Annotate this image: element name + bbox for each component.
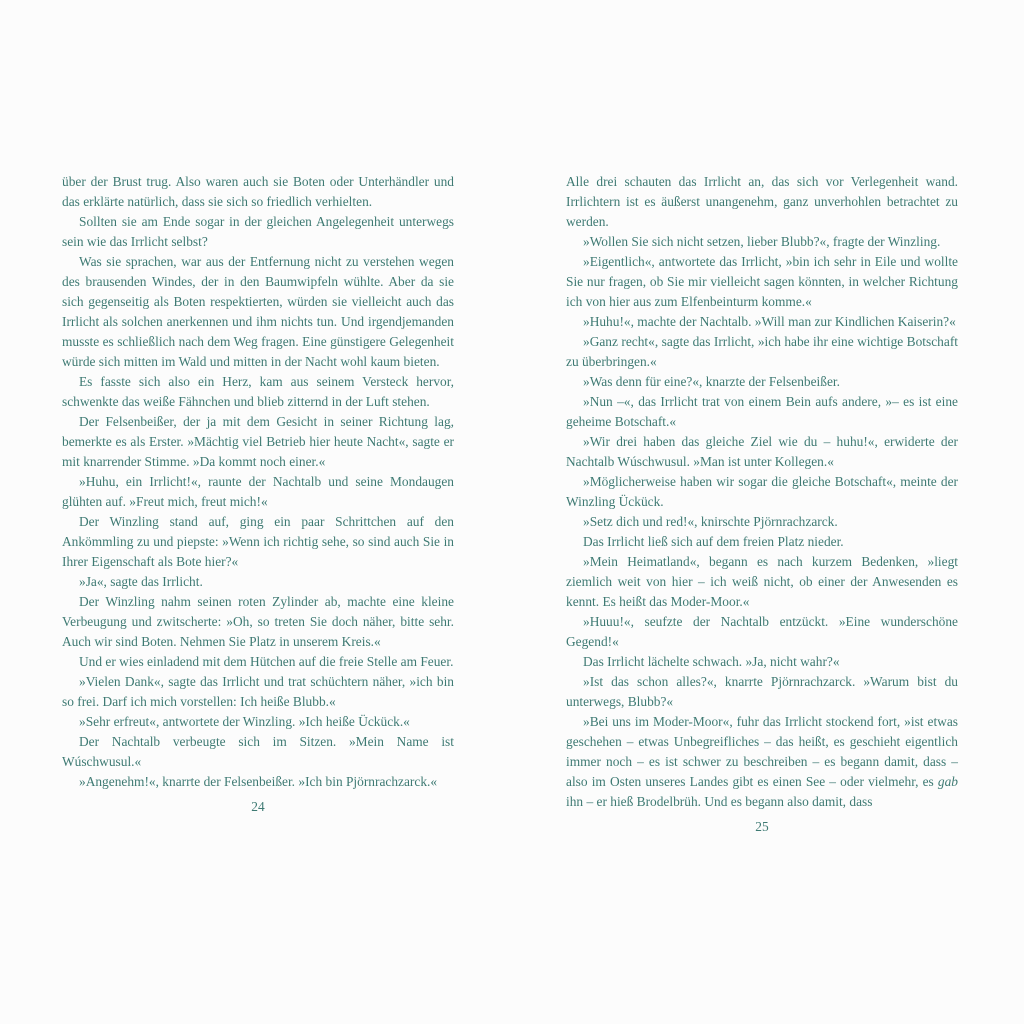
paragraph: »Eigentlich«, antwortete das Irrlicht, »bin ich sehr in Eile und wollte Sie nur fragen, ob Sie mir vielleicht sagen könnten, in welcher Richtung ich von hier aus zum Elfenbeinturm komme.« [566, 254, 958, 309]
paragraph: »Was denn für eine?«, knarzte der Felsenbeißer. [583, 374, 840, 389]
paragraph: »Ist das schon alles?«, knarrte Pjörnrachzarck. »Warum bist du unterwegs, Blubb?« [566, 674, 958, 709]
page-left [62, 172, 454, 817]
paragraph: Der Nachtalb verbeugte sich im Sitzen. »Mein Name ist Wúschwusul.« [62, 734, 454, 769]
paragraph: Und er wies einladend mit dem Hütchen auf die freie Stelle am Feuer. [79, 654, 454, 669]
page-number-left: 24 [251, 799, 265, 814]
paragraph [566, 712, 958, 812]
paragraph: Das Irrlicht lächelte schwach. »Ja, nicht wahr?« [583, 654, 840, 669]
paragraph-text: »Bei uns im Moder-Moor«, fuhr das Irrlicht stockend fort, »ist etwas geschehen – etwas Unbegreifliches – das heißt, es geschieht eigentlich immer noch – es ist schwer zu beschreiben – es begann damit, dass – also im Osten unseres Landes gibt es einen See – oder vielmehr, es [566, 714, 958, 789]
page-left-text [62, 172, 454, 792]
paragraph-text: ihn – er hieß Brodelbrüh. Und es begann also damit, dass [566, 794, 873, 809]
page-right-text [566, 172, 958, 812]
paragraph: Was sie sprachen, war aus der Entfernung nicht zu verstehen wegen des brausenden Windes, der in den Baumwipfeln wühlte. Aber da sie sich gegenseitig als Boten respektierten, würden sie vielleicht auch das Irrlicht als solchen anerkennen und ihm nichts tun. Und irgendjemanden musste es schließlich nach dem Weg fragen. Eine günstigere Gelegenheit würde sich mitten im Wald und mitten in der Nacht wohl kaum bieten. [62, 254, 454, 369]
paragraph: Das Irrlicht ließ sich auf dem freien Platz nieder. [583, 534, 844, 549]
paragraph: Es fasste sich also ein Herz, kam aus seinem Versteck hervor, schwenkte das weiße Fähnchen und blieb zitternd in der Luft stehen. [62, 374, 454, 409]
paragraph: »Vielen Dank«, sagte das Irrlicht und trat schüchtern näher, »ich bin so frei. Darf ich mich vorstellen: Ich heiße Blubb.« [62, 674, 454, 709]
page-number-right: 25 [755, 819, 769, 834]
paragraph: »Mein Heimatland«, begann es nach kurzem Bedenken, »liegt ziemlich weit von hier – ich weiß nicht, ob einer der Anwesenden es kennt. Es heißt das Moder-Moor.« [566, 554, 958, 609]
paragraph: Der Felsenbeißer, der ja mit dem Gesicht in seiner Richtung lag, bemerkte es als Erster. »Mächtig viel Betrieb hier heute Nacht«, sagte er mit knarrender Stimme. »Da kommt noch einer.« [62, 414, 454, 469]
paragraph: »Wollen Sie sich nicht setzen, lieber Blubb?«, fragte der Winzling. [583, 234, 941, 249]
paragraph: »Huhu!«, machte der Nachtalb. »Will man zur Kindlichen Kaiserin?« [583, 314, 956, 329]
paragraph: Alle drei schauten das Irrlicht an, das sich vor Verlegenheit wand. Irrlichtern ist es äußerst unangenehm, ganz unverhohlen betrachtet zu werden. [566, 174, 958, 229]
paragraph: »Nun –«, das Irrlicht trat von einem Bein aufs andere, »– es ist eine geheime Botschaft.« [566, 394, 958, 429]
paragraph: »Huuu!«, seufzte der Nachtalb entzückt. »Eine wunderschöne Gegend!« [566, 614, 958, 649]
paragraph: Sollten sie am Ende sogar in der gleichen Angelegenheit unterwegs sein wie das Irrlicht selbst? [62, 214, 454, 249]
paragraph: über der Brust trug. Also waren auch sie Boten oder Unterhändler und das erklärte natürlich, dass sie sich so friedlich verhielten. [62, 174, 454, 209]
paragraph: »Setz dich und red!«, knirschte Pjörnrachzarck. [583, 514, 838, 529]
paragraph: »Möglicherweise haben wir sogar die gleiche Botschaft«, meinte der Winzling Ückück. [566, 474, 958, 509]
paragraph: »Ganz recht«, sagte das Irrlicht, »ich habe ihr eine wichtige Botschaft zu überbringen.« [566, 334, 958, 369]
page-right [566, 172, 958, 837]
paragraph: »Huhu, ein Irrlicht!«, raunte der Nachtalb und seine Mondaugen glühten auf. »Freut mich, freut mich!« [62, 474, 454, 509]
paragraph: Der Winzling nahm seinen roten Zylinder ab, machte eine kleine Verbeugung und zwitscherte: »Oh, so treten Sie doch näher, bitte sehr. Auch wir sind Boten. Nehmen Sie Platz in unserem Kreis.« [62, 594, 454, 649]
paragraph: »Sehr erfreut«, antwortete der Winzling. »Ich heiße Ückück.« [79, 714, 410, 729]
paragraph: Der Winzling stand auf, ging ein paar Schrittchen auf den Ankömmling zu und piepste: »Wenn ich richtig sehe, so sind auch Sie in Ihrer Eigenschaft als Bote hier?« [62, 514, 454, 569]
paragraph: »Angenehm!«, knarrte der Felsenbeißer. »Ich bin Pjörnrachzarck.« [79, 774, 438, 789]
paragraph: »Ja«, sagte das Irrlicht. [79, 574, 203, 589]
italic-word: gab [937, 774, 958, 789]
paragraph: »Wir drei haben das gleiche Ziel wie du – huhu!«, erwiderte der Nachtalb Wúschwusul. »Man ist unter Kollegen.« [566, 434, 958, 469]
